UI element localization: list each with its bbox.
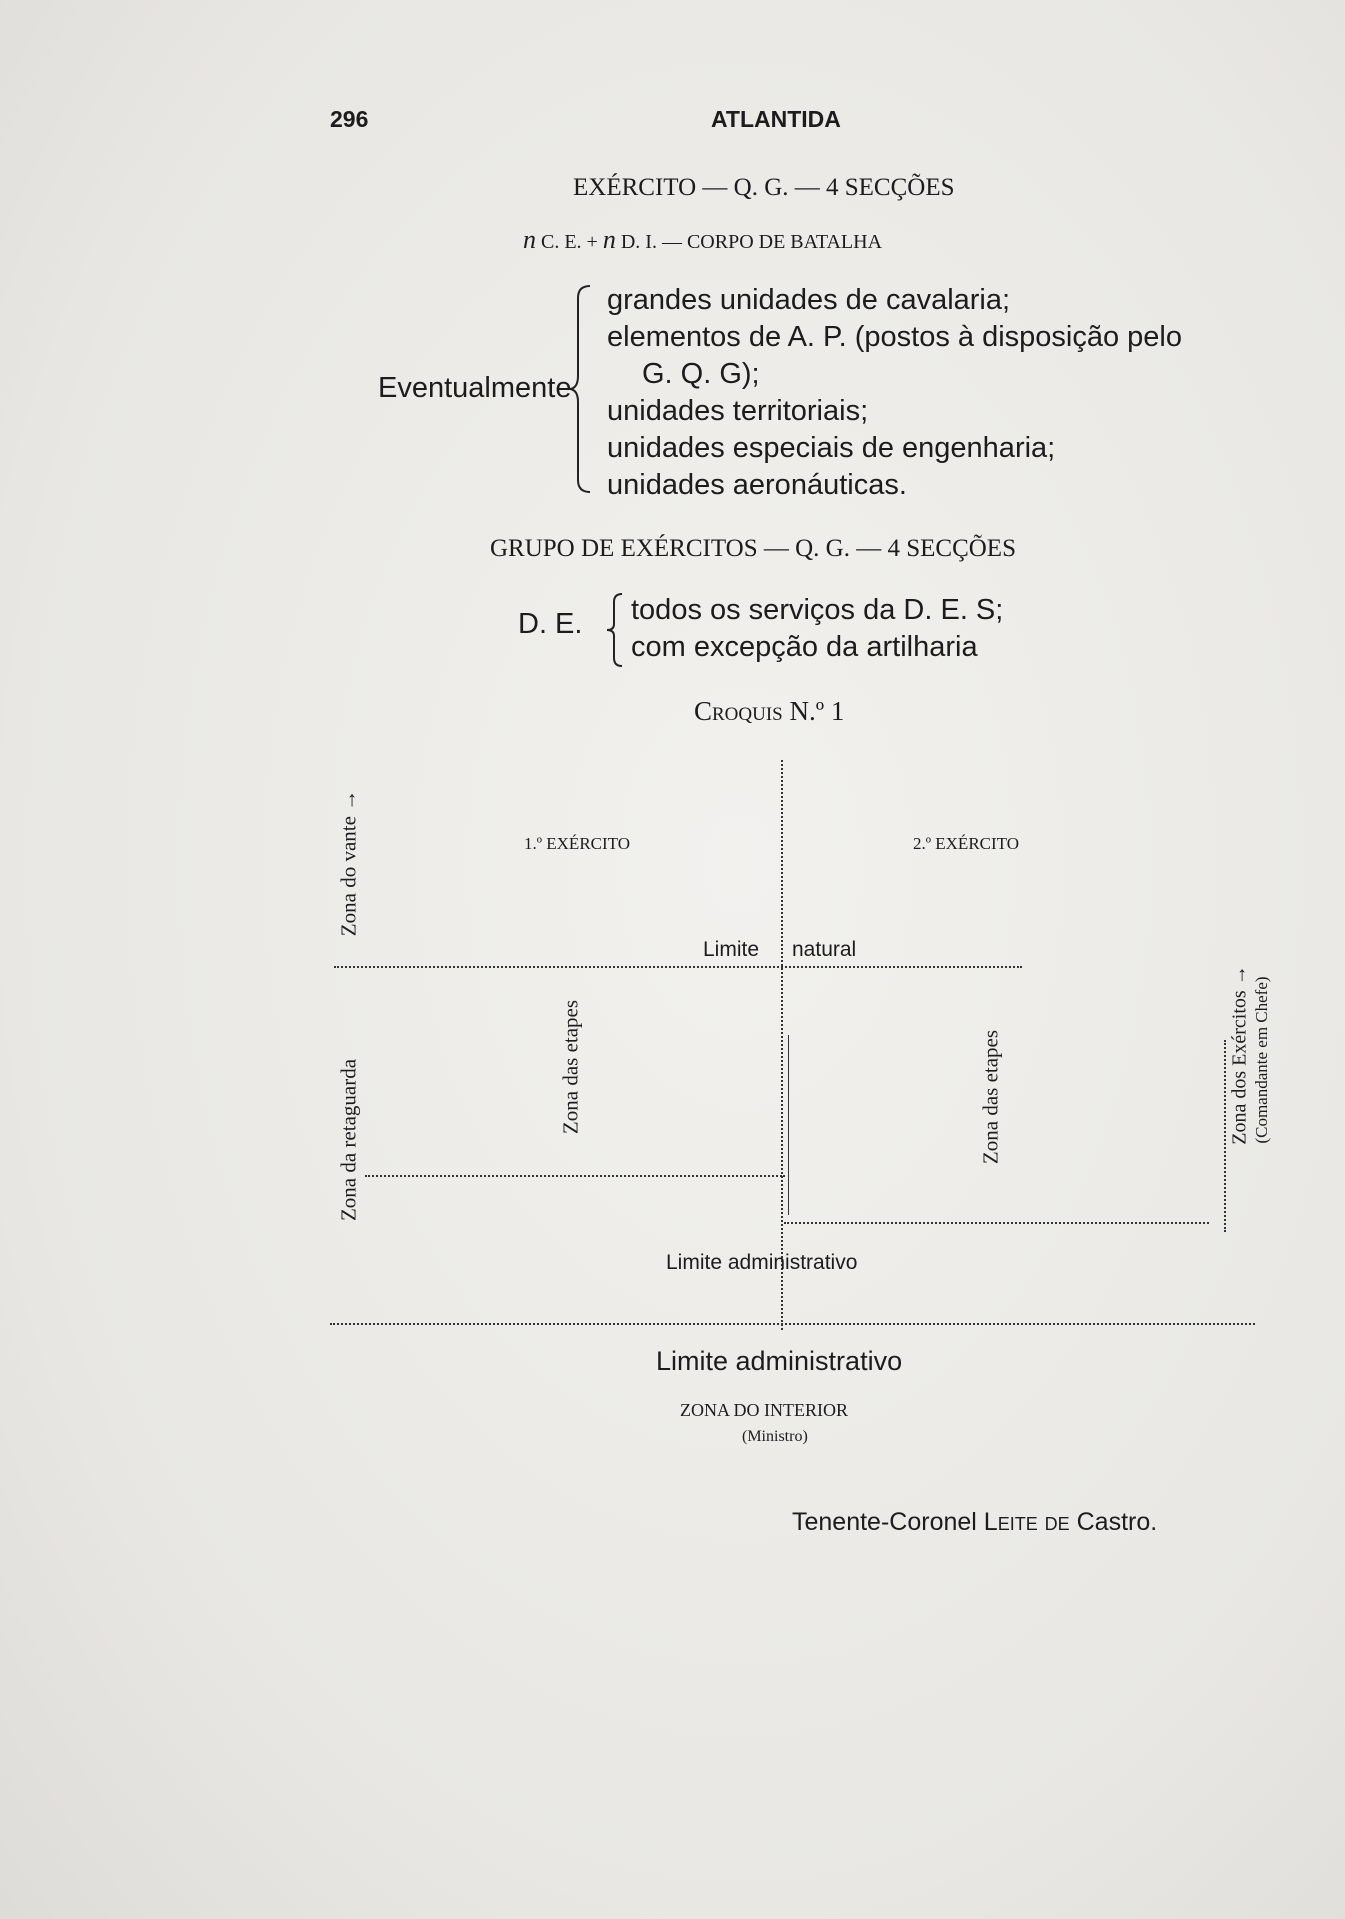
inner-admin-line xyxy=(784,1222,1209,1224)
arrow-up-icon: → xyxy=(336,789,361,811)
right-exercitos-line xyxy=(1224,1040,1226,1232)
de-label: D. E. xyxy=(518,608,583,640)
comandante-label: (Comandante em Chefe) xyxy=(1252,976,1271,1144)
de-item: com excepção da artilharia xyxy=(631,631,978,663)
outer-admin-limit: Limite administrativo xyxy=(656,1346,903,1376)
limit-natural-left: Limite xyxy=(703,938,760,961)
ministro-label: (Ministro) xyxy=(742,1428,808,1445)
eventual-item: grandes unidades de cavalaria; xyxy=(607,284,1011,316)
croquis-title: Croquis N.º 1 xyxy=(694,696,845,726)
zona-etapes-left-label: Zona das etapes xyxy=(558,999,583,1135)
limit-natural-right: natural xyxy=(792,938,857,961)
zona-etapes-right-label: Zona das etapes xyxy=(978,1029,1003,1165)
eventual-item: G. Q. G); xyxy=(642,358,760,390)
outer-admin-line xyxy=(330,1323,1255,1325)
left-etapes-bottom-line xyxy=(365,1175,785,1177)
formula-n1: n xyxy=(523,225,536,254)
eventual-brace xyxy=(568,284,594,494)
army-title: EXÉRCITO — Q. G. — 4 SECÇÕES xyxy=(573,174,955,201)
signature-surname: Castro. xyxy=(1076,1508,1158,1536)
zona-interior-label: ZONA DO INTERIOR xyxy=(680,1400,848,1420)
arrow-up-icon: → xyxy=(1228,965,1251,986)
formula-n2: n xyxy=(602,225,616,254)
signature-name: Leite de xyxy=(983,1508,1070,1536)
page-number: 296 xyxy=(330,106,369,132)
de-item: todos os serviços da D. E. S; xyxy=(631,594,1004,626)
eventual-item: unidades aeronáuticas. xyxy=(607,469,907,501)
eventual-item: unidades especiais de engenharia; xyxy=(607,432,1056,464)
signature xyxy=(792,1508,1157,1537)
left-etapes-line xyxy=(788,1035,789,1215)
signature-rank: Tenente-Coronel xyxy=(792,1508,977,1536)
zona-exercitos-label xyxy=(1229,965,1252,1144)
army1-label: 1.º EXÉRCITO xyxy=(524,834,631,853)
zona-retaguarda-label: Zona da retaguarda xyxy=(336,1058,361,1222)
eventual-list xyxy=(607,282,1182,504)
inner-admin-limit: Limite administrativo xyxy=(666,1251,858,1274)
army-group-title: GRUPO DE EXÉRCITOS — Q. G. — 4 SECÇÕES xyxy=(490,535,1016,562)
eventually-label: Eventualmente xyxy=(378,372,572,404)
center-divider xyxy=(781,760,783,1330)
eventual-item: unidades territoriais; xyxy=(607,395,869,427)
zona-vante-label xyxy=(337,790,362,936)
de-list xyxy=(631,592,1003,666)
army-formula xyxy=(523,225,882,255)
army2-label: 2.º EXÉRCITO xyxy=(913,834,1020,853)
zona-exercitos-text: Zona dos Exércitos xyxy=(1228,990,1251,1145)
natural-limit-line xyxy=(334,966,1022,968)
eventual-item: elementos de A. P. (postos à disposição pelo xyxy=(607,321,1183,353)
de-brace xyxy=(604,592,626,668)
running-title: ATLANTIDA xyxy=(711,106,841,132)
formula-ce: C. E. + xyxy=(536,231,603,253)
formula-rest: D. I. — CORPO DE BATALHA xyxy=(615,231,883,253)
zona-vante-text: Zona do vante xyxy=(336,816,361,937)
